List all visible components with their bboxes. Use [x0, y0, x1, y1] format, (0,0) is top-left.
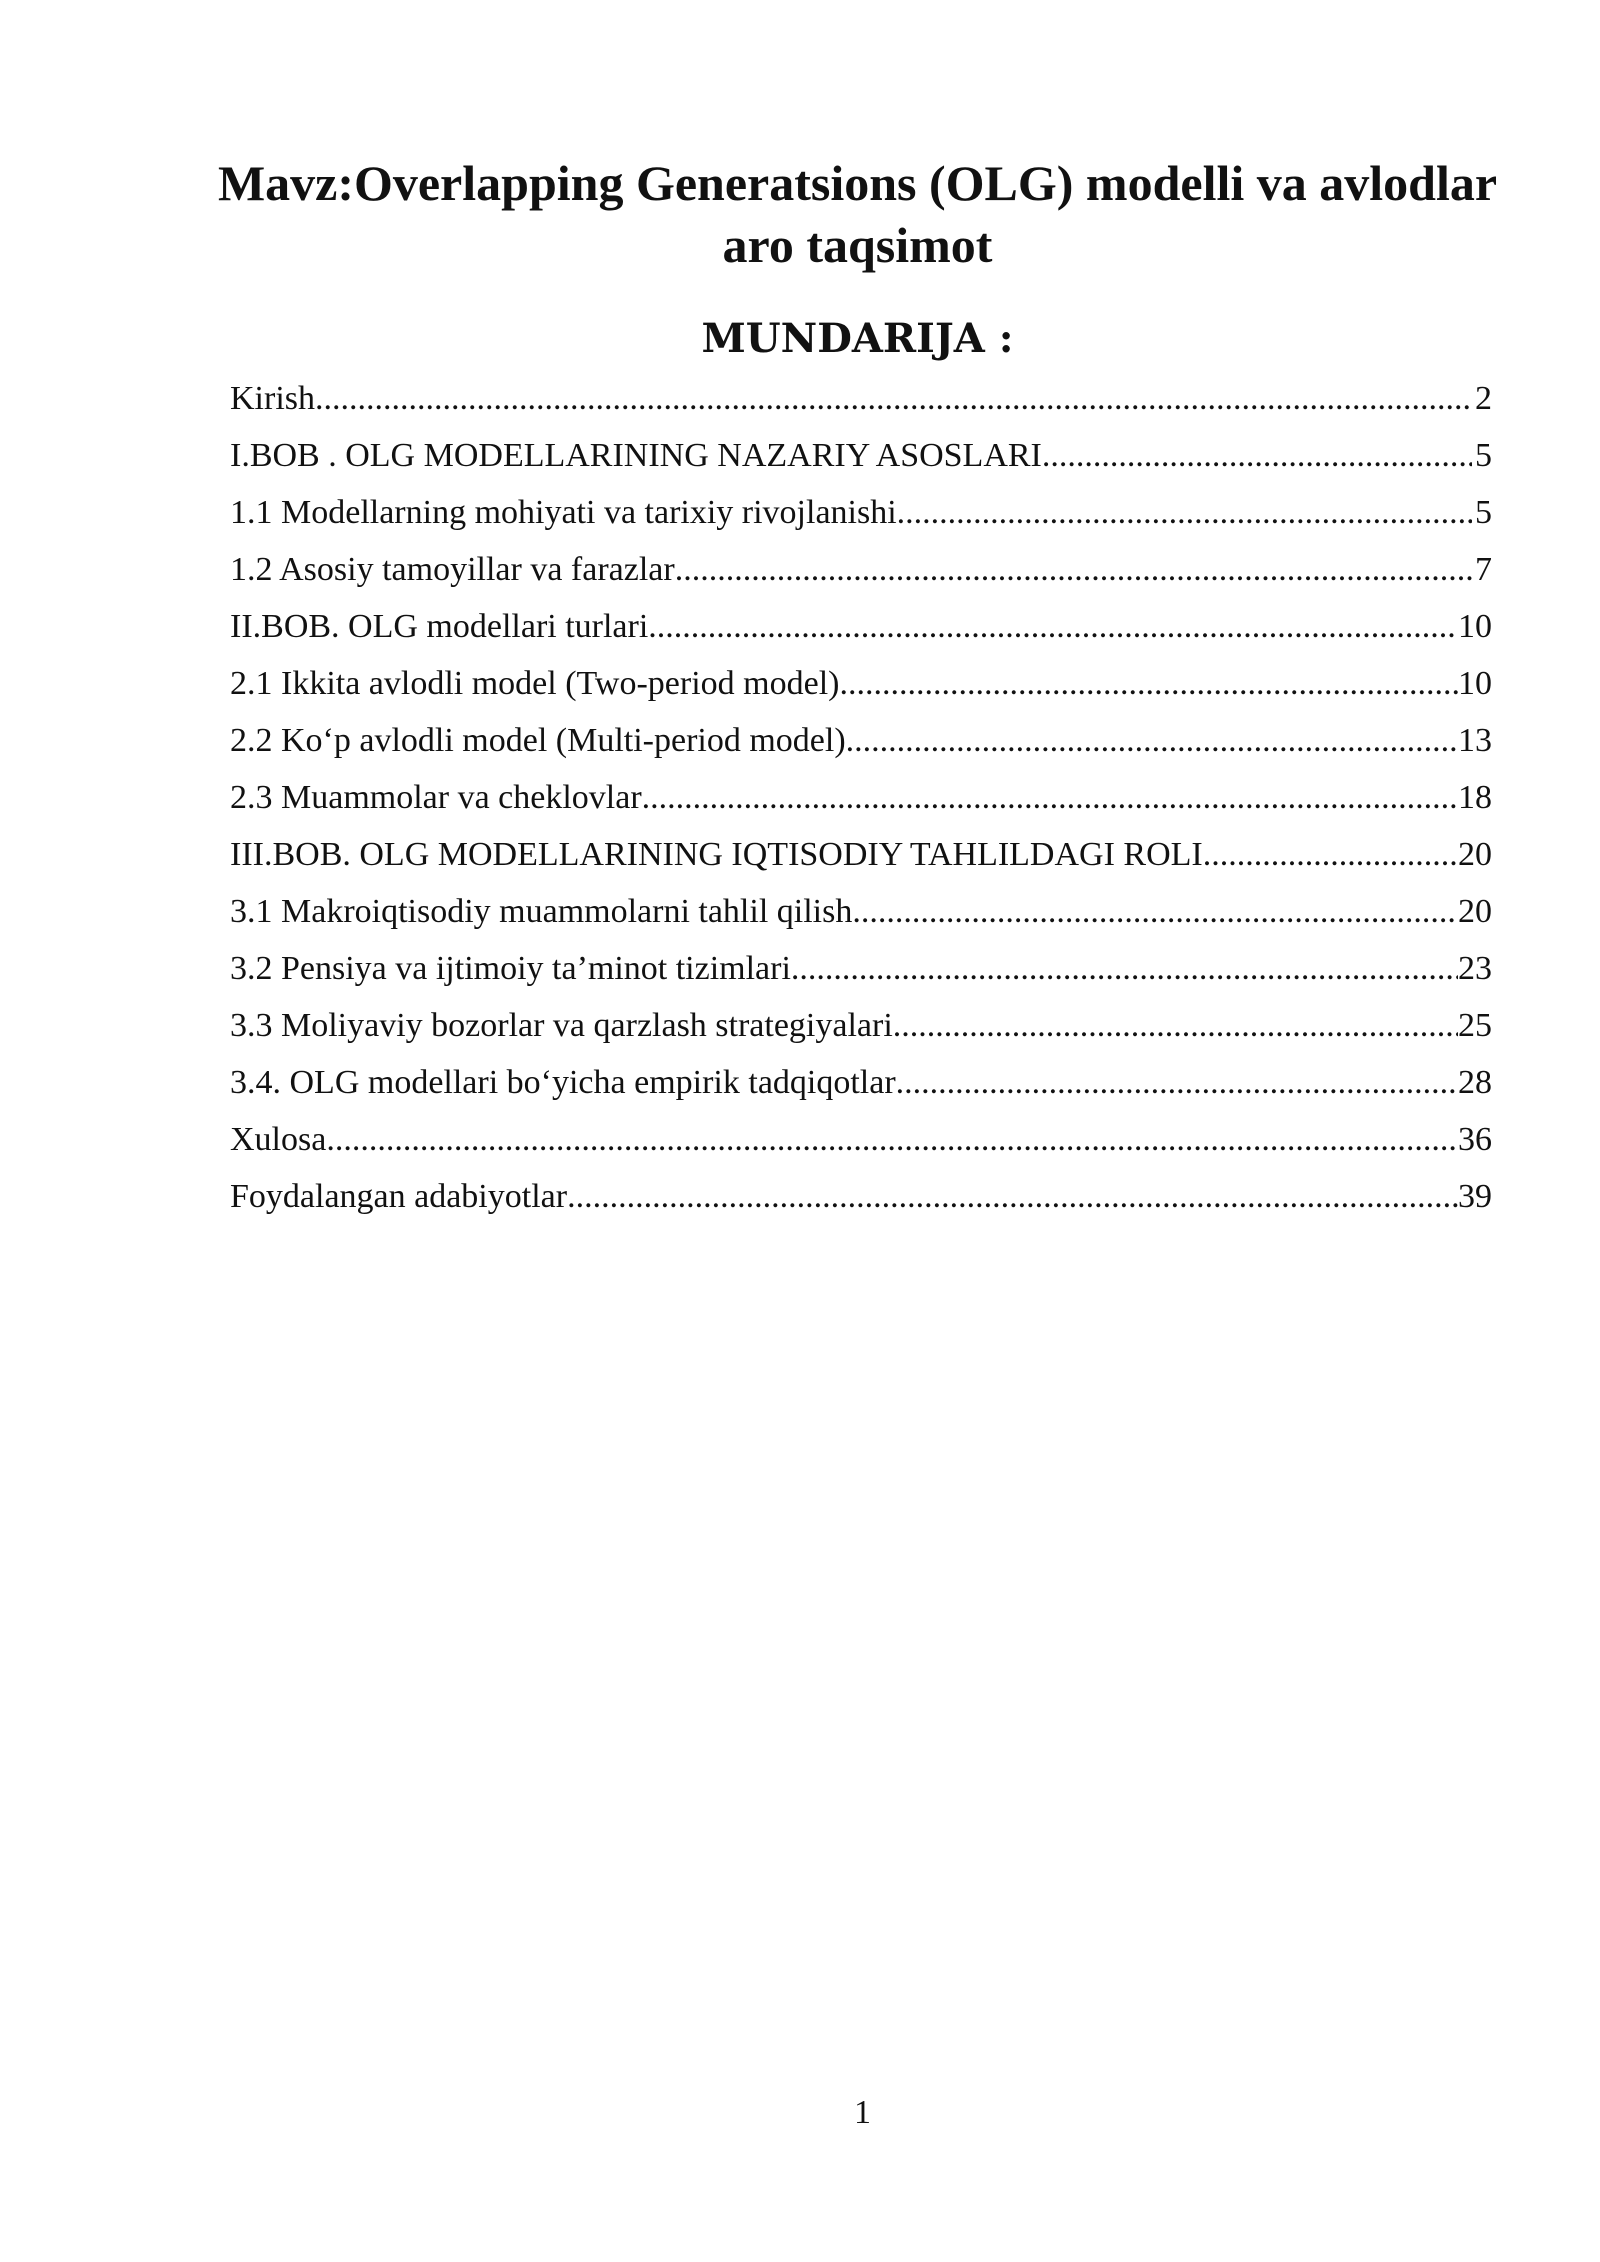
toc-entry-page: 18: [1458, 779, 1492, 816]
toc-dot-leader: [846, 712, 1458, 769]
toc-entry-label: 3.3 Moliyaviy bozorlar va qarzlash strategiyalari: [230, 1007, 893, 1044]
toc-dot-leader: [852, 883, 1458, 940]
toc-entry-chapter-2[interactable]: [230, 598, 1492, 655]
toc-entry-label: 3.2 Pensiya va ijtimoiy ta’minot tizimlari: [230, 950, 791, 987]
toc-entry-page: 10: [1458, 665, 1492, 702]
toc-entry-references[interactable]: [230, 1168, 1492, 1225]
toc-entry-page: 20: [1458, 893, 1492, 930]
page-number: 1: [854, 2094, 871, 2131]
table-of-contents: [230, 370, 1492, 1225]
toc-dot-leader: [893, 997, 1458, 1054]
toc-dot-leader: [648, 598, 1458, 655]
toc-dot-leader: [567, 1168, 1458, 1225]
toc-entry-label: 1.1 Modellarning mohiyati va tarixiy rivojlanishi: [230, 494, 897, 531]
toc-entry-page: 2: [1475, 380, 1492, 417]
toc-dot-leader: [675, 541, 1472, 598]
toc-entry-page: 39: [1458, 1178, 1492, 1215]
toc-dot-leader: [897, 484, 1472, 541]
toc-entry-page: 5: [1475, 494, 1492, 531]
toc-dot-leader: [315, 370, 1472, 427]
toc-entry-label: III.BOB. OLG MODELLARINING IQTISODIY TAHLILDAGI ROLI: [230, 836, 1203, 873]
document-title: Mavz:Overlapping Generatsions (OLG) modelli va avlodlar aro taqsimot: [217, 155, 1498, 273]
toc-entry-page: 23: [1458, 950, 1492, 987]
toc-entry-section-2-1[interactable]: [230, 655, 1492, 712]
toc-entry-label: I.BOB . OLG MODELLARINING NAZARIY ASOSLARI: [230, 437, 1042, 474]
toc-dot-leader: [791, 940, 1458, 997]
toc-dot-leader: [1042, 427, 1472, 484]
toc-entry-page: 13: [1458, 722, 1492, 759]
toc-entry-chapter-1[interactable]: [230, 427, 1492, 484]
toc-entry-kirish[interactable]: [230, 370, 1492, 427]
toc-entry-chapter-3[interactable]: [230, 826, 1492, 883]
toc-entry-section-1-2[interactable]: [230, 541, 1492, 598]
toc-entry-label: II.BOB. OLG modellari turlari: [230, 608, 649, 645]
toc-entry-label: Xulosa: [230, 1121, 327, 1158]
toc-entry-section-3-1[interactable]: [230, 883, 1492, 940]
toc-entry-page: 20: [1458, 836, 1492, 873]
toc-entry-section-2-2[interactable]: [230, 712, 1492, 769]
toc-entry-page: 36: [1458, 1121, 1492, 1158]
toc-dot-leader: [326, 1111, 1458, 1168]
toc-entry-label: Kirish: [230, 380, 315, 417]
toc-entry-xulosa[interactable]: [230, 1111, 1492, 1168]
toc-entry-page: 28: [1458, 1064, 1492, 1101]
toc-entry-page: 10: [1458, 608, 1492, 645]
toc-entry-section-3-2[interactable]: [230, 940, 1492, 997]
toc-entry-page: 5: [1475, 437, 1492, 474]
toc-entry-label: Foydalangan adabiyotlar: [230, 1178, 568, 1215]
toc-dot-leader: [1203, 826, 1458, 883]
toc-dot-leader: [839, 655, 1458, 712]
toc-entry-section-1-1[interactable]: [230, 484, 1492, 541]
toc-entry-label: 3.1 Makroiqtisodiy muammolarni tahlil qilish: [230, 893, 853, 930]
toc-dot-leader: [642, 769, 1458, 826]
toc-entry-label: 2.3 Muammolar va cheklovlar: [230, 779, 642, 816]
toc-dot-leader: [896, 1054, 1458, 1111]
toc-entry-label: 3.4. OLG modellari bo‘yicha empirik tadqiqotlar: [230, 1064, 896, 1101]
toc-entry-page: 25: [1458, 1007, 1492, 1044]
toc-entry-section-2-3[interactable]: [230, 769, 1492, 826]
toc-entry-page: 7: [1475, 551, 1492, 588]
toc-entry-section-3-4[interactable]: [230, 1054, 1492, 1111]
toc-entry-section-3-3[interactable]: [230, 997, 1492, 1054]
toc-entry-label: 1.2 Asosiy tamoyillar va farazlar: [230, 551, 675, 588]
toc-heading: MUNDARIJA :: [701, 315, 1014, 362]
toc-entry-label: 2.2 Ko‘p avlodli model (Multi-period model): [230, 722, 846, 759]
toc-entry-label: 2.1 Ikkita avlodli model (Two-period model): [230, 665, 840, 702]
